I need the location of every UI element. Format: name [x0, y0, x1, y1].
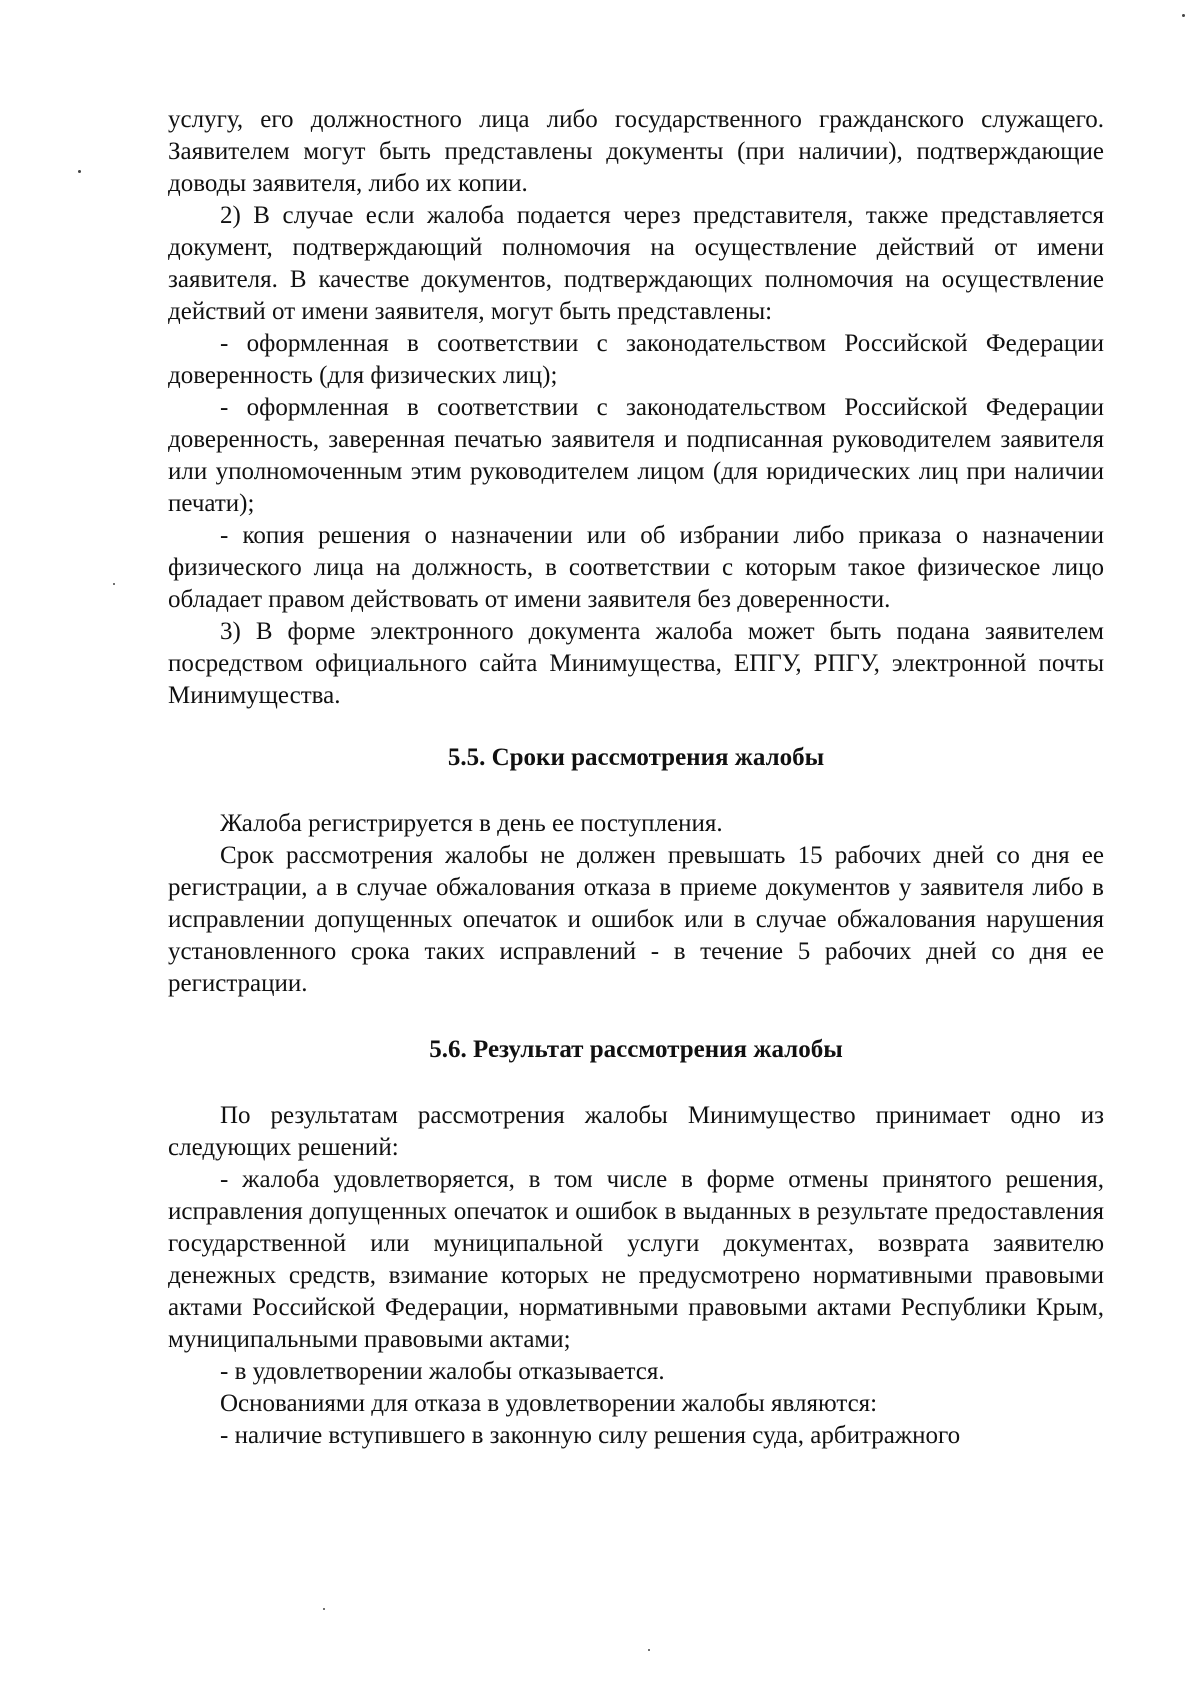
paragraph-bullet-satisfied: - жалоба удовлетворяется, в том числе в форме отмены принятого решения, исправления допущенных опечаток и ошибок в выданных в результате предоставления государственной или муниципальной услуги документах, возврата заявителю денежных средств, взимание которых не предусмотрено нормативными правовыми актами Российской Федерации, нормативными правовыми актами Республики Крым, муниципальными правовыми актами; [168, 1166, 1104, 1353]
paragraph-bullet-court-decision: - наличие вступившего в законную силу решения суда, арбитражного [220, 1422, 961, 1449]
paragraph-item-2: 2) В случае если жалоба подается через представителя, также представляется документ, подтверждающий полномочия на осуществление действий от имени заявителя. В качестве документов, подтверждающих полномочия на осуществление действий от имени заявителя, могут быть представлены: [168, 202, 1104, 325]
section-heading-5-5: 5.5. Сроки рассмотрения жалобы [447, 744, 825, 771]
scan-speck [113, 583, 115, 585]
paragraph-bullet-appointment-copy: - копия решения о назначении или об избрании либо приказа о назначении физического лица на должность, в соответствии с которым такое физическое лицо обладает правом действовать от имени заявителя без доверенности. [168, 522, 1104, 613]
paragraph-registration: Жалоба регистрируется в день ее поступления. [220, 810, 723, 837]
paragraph-refusal-grounds: Основаниями для отказа в удовлетворении жалобы являются: [220, 1390, 878, 1417]
paragraph-bullet-refused: - в удовлетворении жалобы отказывается. [220, 1358, 665, 1385]
document-page [168, 104, 1104, 1452]
scan-speck [78, 170, 81, 173]
paragraph-bullet-individuals: - оформленная в соответствии с законодательством Российской Федерации доверенность (для физических лиц); [168, 330, 1104, 389]
scan-speck [323, 1608, 325, 1610]
section-heading-5-6: 5.6. Результат рассмотрения жалобы [429, 1036, 843, 1063]
paragraph-item-3: 3) В форме электронного документа жалоба может быть подана заявителем посредством официального сайта Минимущества, ЕПГУ, РПГУ, электронной почты Минимущества. [168, 618, 1104, 709]
paragraph-continuation: услугу, его должностного лица либо государственного гражданского служащего. Заявителем могут быть представлены документы (при наличии), подтверждающие доводы заявителя, либо их копии. [168, 106, 1104, 197]
scan-speck [648, 1649, 650, 1651]
paragraph-bullet-legal-entities: - оформленная в соответствии с законодательством Российской Федерации доверенность, заверенная печатью заявителя и подписанная руководителем заявителя или уполномоченным этим руководителем лицом (для юридических лиц при наличии печати); [168, 394, 1104, 517]
paragraph-review-period: Срок рассмотрения жалобы не должен превышать 15 рабочих дней со дня ее регистрации, а в случае обжалования отказа в приеме документов у заявителя либо в исправлении допущенных опечаток и ошибок или в случае обжалования нарушения установленного срока таких исправлений - в течение 5 рабочих дней со дня ее регистрации. [168, 842, 1104, 997]
scan-speck [1182, 14, 1185, 17]
paragraph-results-intro: По результатам рассмотрения жалобы Минимущество принимает одно из следующих решений: [168, 1102, 1104, 1161]
